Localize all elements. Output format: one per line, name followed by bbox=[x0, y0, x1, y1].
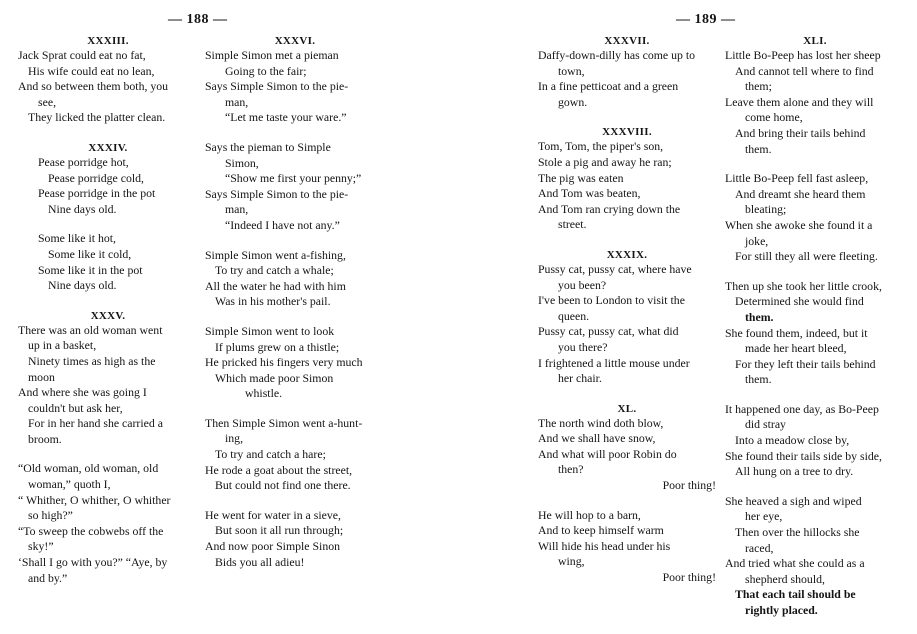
verse-line: Bids you all adieu! bbox=[215, 554, 305, 569]
verse-line: He will hop to a barn, bbox=[538, 507, 641, 522]
verse-line: And tried what she could as a bbox=[725, 556, 865, 571]
verse-line: Pease porridge cold, bbox=[48, 170, 144, 185]
verse-line: Ninety times as high as the bbox=[28, 353, 156, 368]
verse-line: Simple Simon went a-fishing, bbox=[205, 247, 346, 262]
verse-line: The north wind doth blow, bbox=[538, 415, 664, 430]
verse-line: Tom, Tom, the piper's son, bbox=[538, 139, 664, 154]
verse-line: And what will poor Robin do bbox=[538, 446, 677, 461]
verse-line: wing, bbox=[558, 554, 585, 569]
verse-line: Will hide his head under his bbox=[538, 538, 671, 553]
poem-title: XXXVI. bbox=[274, 35, 316, 47]
verse-line: “To sweep the cobwebs off the bbox=[18, 523, 164, 538]
verse-line: And we shall have snow, bbox=[538, 431, 656, 446]
verse-line: raced, bbox=[745, 540, 774, 555]
poem-xxxiii bbox=[18, 34, 198, 126]
verse-line: “Let me taste your ware.” bbox=[225, 110, 347, 125]
verse-line: them. bbox=[745, 372, 772, 387]
verse-line: All the water he had with him bbox=[205, 278, 346, 293]
verse-line: All hung on a tree to dry. bbox=[735, 464, 854, 479]
verse-line: Was in his mother's pail. bbox=[215, 294, 331, 309]
left-page-column-1 bbox=[18, 34, 198, 601]
poem-title: XLI. bbox=[803, 35, 827, 47]
poem-xxxv bbox=[18, 309, 198, 587]
left-page-column-2 bbox=[205, 34, 385, 585]
stanza bbox=[18, 48, 198, 126]
verse-line: “ Whither, O whither, O whither bbox=[18, 492, 171, 507]
verse-line: “Show me first your penny;” bbox=[225, 171, 362, 186]
verse-line: And cannot tell where to find bbox=[735, 63, 874, 78]
stanza bbox=[538, 139, 716, 233]
stanza bbox=[205, 324, 385, 402]
stanza bbox=[725, 402, 905, 480]
poem-title: XL. bbox=[617, 402, 637, 415]
verse-line: her eye, bbox=[745, 509, 783, 524]
verse-line: whistle. bbox=[245, 386, 283, 401]
verse-line: Says Simple Simon to the pie- bbox=[205, 186, 349, 201]
verse-line: them; bbox=[745, 79, 772, 94]
verse-line: Some like it in the pot bbox=[38, 262, 143, 277]
verse-line: queen. bbox=[558, 308, 590, 323]
poem-xxxviii bbox=[538, 125, 716, 233]
verse-line: Little Bo-Peep fell fast asleep, bbox=[725, 171, 869, 186]
verse-line: bleating; bbox=[745, 202, 787, 217]
verse-line: Leave them alone and they will bbox=[725, 94, 874, 109]
stanza bbox=[18, 231, 198, 293]
verse-line: Stole a pig and away he ran; bbox=[538, 154, 672, 169]
stanza bbox=[18, 323, 198, 448]
stanza bbox=[205, 416, 385, 494]
verse-line: And Tom was beaten, bbox=[538, 186, 641, 201]
verse-line: Jack Sprat could eat no fat, bbox=[18, 48, 146, 62]
poem-xxxvi bbox=[205, 34, 385, 570]
verse-line: “Indeed I have not any.” bbox=[225, 217, 340, 232]
verse-line: then? bbox=[558, 462, 584, 477]
verse-line: did stray bbox=[745, 417, 786, 432]
poem-title: XXXIII. bbox=[87, 35, 129, 47]
right-page bbox=[458, 0, 917, 617]
verse-line: And dreamt she heard them bbox=[735, 186, 866, 201]
stanza bbox=[205, 140, 385, 234]
verse-line: up in a basket, bbox=[28, 338, 97, 353]
verse-line: broom. bbox=[28, 431, 62, 446]
verse-line: them. bbox=[745, 141, 772, 156]
verse-line: To try and catch a hare; bbox=[215, 447, 326, 462]
verse-line: Says Simple Simon to the pie- bbox=[205, 79, 349, 94]
verse-line: I frightened a little mouse under bbox=[538, 355, 690, 370]
verse-line: Determined she would find bbox=[735, 294, 864, 309]
verse-line: so high?” bbox=[28, 508, 73, 523]
stanza bbox=[205, 508, 385, 570]
page-number-189: — 189 — bbox=[676, 12, 736, 27]
poem-title: XXXVIII. bbox=[602, 126, 652, 139]
verse-line: The pig was eaten bbox=[538, 170, 624, 185]
verse-line: Pussy cat, pussy cat, what did bbox=[538, 324, 679, 339]
verse-line: Poor thing! bbox=[662, 478, 716, 493]
poem-title: XXXIX. bbox=[606, 248, 648, 261]
poem-title: XXXV. bbox=[90, 309, 126, 322]
verse-line: come home, bbox=[745, 110, 803, 125]
verse-line: I've been to London to visit the bbox=[538, 293, 685, 308]
stanza bbox=[538, 262, 716, 387]
verse-line: She heaved a sigh and wiped bbox=[725, 493, 862, 508]
verse-line: ing, bbox=[225, 431, 244, 446]
stanza bbox=[205, 48, 385, 126]
page-number-188: — 188 — bbox=[168, 12, 228, 27]
verse-line: Pussy cat, pussy cat, where have bbox=[538, 261, 692, 276]
verse-line: sky!” bbox=[28, 539, 54, 554]
verse-line: They licked the platter clean. bbox=[28, 110, 166, 125]
verse-line: And to keep himself warm bbox=[538, 523, 664, 538]
verse-line: rightly placed. bbox=[745, 603, 818, 617]
verse-line: Which made poor Simon bbox=[215, 370, 334, 385]
verse-line: Pease porridge hot, bbox=[38, 154, 129, 169]
verse-line: That each tail should be bbox=[735, 587, 856, 602]
verse-line: Simon, bbox=[225, 155, 259, 170]
poem-title: XXXVII. bbox=[604, 35, 650, 47]
verse-line: couldn't but ask her, bbox=[28, 400, 123, 415]
verse-line: He rode a goat about the street, bbox=[205, 462, 353, 477]
poem-xl bbox=[538, 402, 716, 586]
stanza bbox=[538, 508, 716, 586]
stanza bbox=[538, 48, 716, 110]
verse-line: made her heart bleed, bbox=[745, 341, 847, 356]
verse-line: street. bbox=[558, 217, 587, 232]
poem-xxxiv bbox=[18, 141, 198, 294]
verse-line: It happened one day, as Bo-Peep bbox=[725, 401, 879, 416]
verse-line: man, bbox=[225, 94, 249, 109]
verse-line: But soon it all run through; bbox=[215, 523, 344, 538]
verse-line: Then over the hillocks she bbox=[735, 525, 860, 540]
poem-xxxvii bbox=[538, 34, 716, 110]
verse-line: her chair. bbox=[558, 371, 602, 386]
right-page-column-2 bbox=[725, 34, 905, 634]
verse-line: And where she was going I bbox=[18, 385, 147, 400]
verse-line: In a fine petticoat and a green bbox=[538, 79, 679, 94]
verse-line: Poor thing! bbox=[662, 570, 716, 585]
stanza bbox=[725, 494, 905, 619]
verse-line: Little Bo-Peep has lost her sheep bbox=[725, 48, 881, 62]
verse-line: And Tom ran crying down the bbox=[538, 201, 681, 216]
verse-line: moon bbox=[28, 369, 55, 384]
verse-line: gown. bbox=[558, 94, 588, 109]
poem-xxxix bbox=[538, 248, 716, 387]
poem-title: XXXIV. bbox=[88, 141, 128, 154]
verse-line: Nine days old. bbox=[48, 278, 117, 293]
stanza bbox=[725, 171, 905, 265]
verse-line: see, bbox=[38, 94, 57, 109]
verse-line: For they left their tails behind bbox=[735, 356, 876, 371]
verse-line: Says the pieman to Simple bbox=[205, 139, 331, 154]
stanza bbox=[538, 416, 716, 494]
verse-line: and by.” bbox=[28, 570, 68, 585]
verse-line: you been? bbox=[558, 277, 607, 292]
verse-line: joke, bbox=[745, 233, 769, 248]
verse-line: For still they all were fleeting. bbox=[735, 249, 878, 264]
verse-line: man, bbox=[225, 202, 249, 217]
poem-xli bbox=[725, 34, 905, 619]
verse-line: Simple Simon met a pieman bbox=[205, 48, 339, 62]
verse-line: Nine days old. bbox=[48, 201, 117, 216]
stanza bbox=[18, 155, 198, 217]
verse-line: woman,” quoth I, bbox=[28, 477, 111, 492]
verse-line: When she awoke she found it a bbox=[725, 217, 873, 232]
left-page bbox=[0, 0, 458, 585]
verse-line: Daffy-down-dilly has come up to bbox=[538, 48, 696, 62]
verse-line: But could not find one there. bbox=[215, 478, 351, 493]
verse-line: them. bbox=[745, 309, 774, 324]
verse-line: Into a meadow close by, bbox=[735, 433, 850, 448]
verse-line: Simple Simon went to look bbox=[205, 323, 335, 338]
verse-line: shepherd should, bbox=[745, 571, 825, 586]
verse-line: To try and catch a whale; bbox=[215, 263, 334, 278]
stanza bbox=[725, 279, 905, 388]
verse-line: She found them, indeed, but it bbox=[725, 325, 868, 340]
verse-line: “Old woman, old woman, old bbox=[18, 461, 159, 476]
verse-line: Then up she took her little crook, bbox=[725, 278, 882, 293]
verse-line: ‘Shall I go with you?” “Aye, by bbox=[18, 555, 168, 570]
verse-line: And now poor Simple Sinon bbox=[205, 539, 341, 554]
verse-line: She found their tails side by side, bbox=[725, 448, 882, 463]
verse-line: town, bbox=[558, 63, 585, 78]
verse-line: For in her hand she carried a bbox=[28, 416, 163, 431]
verse-line: Going to the fair; bbox=[225, 63, 307, 78]
verse-line: He pricked his fingers very much bbox=[205, 355, 363, 370]
verse-line: And bring their tails behind bbox=[735, 125, 866, 140]
verse-line: Some like it cold, bbox=[48, 246, 132, 261]
verse-line: If plums grew on a thistle; bbox=[215, 339, 340, 354]
verse-line: you there? bbox=[558, 339, 608, 354]
verse-line: And so between them both, you bbox=[18, 79, 169, 94]
verse-line: He went for water in a sieve, bbox=[205, 507, 341, 522]
stanza bbox=[18, 461, 198, 586]
stanza bbox=[205, 248, 385, 310]
verse-line: There was an old woman went bbox=[18, 322, 163, 337]
verse-line: Then Simple Simon went a-hunt- bbox=[205, 415, 363, 430]
verse-line: Some like it hot, bbox=[38, 231, 116, 246]
verse-line: Pease porridge in the pot bbox=[38, 186, 156, 201]
stanza bbox=[725, 48, 905, 157]
right-page-column-1 bbox=[538, 34, 716, 601]
verse-line: His wife could eat no lean, bbox=[28, 63, 155, 78]
